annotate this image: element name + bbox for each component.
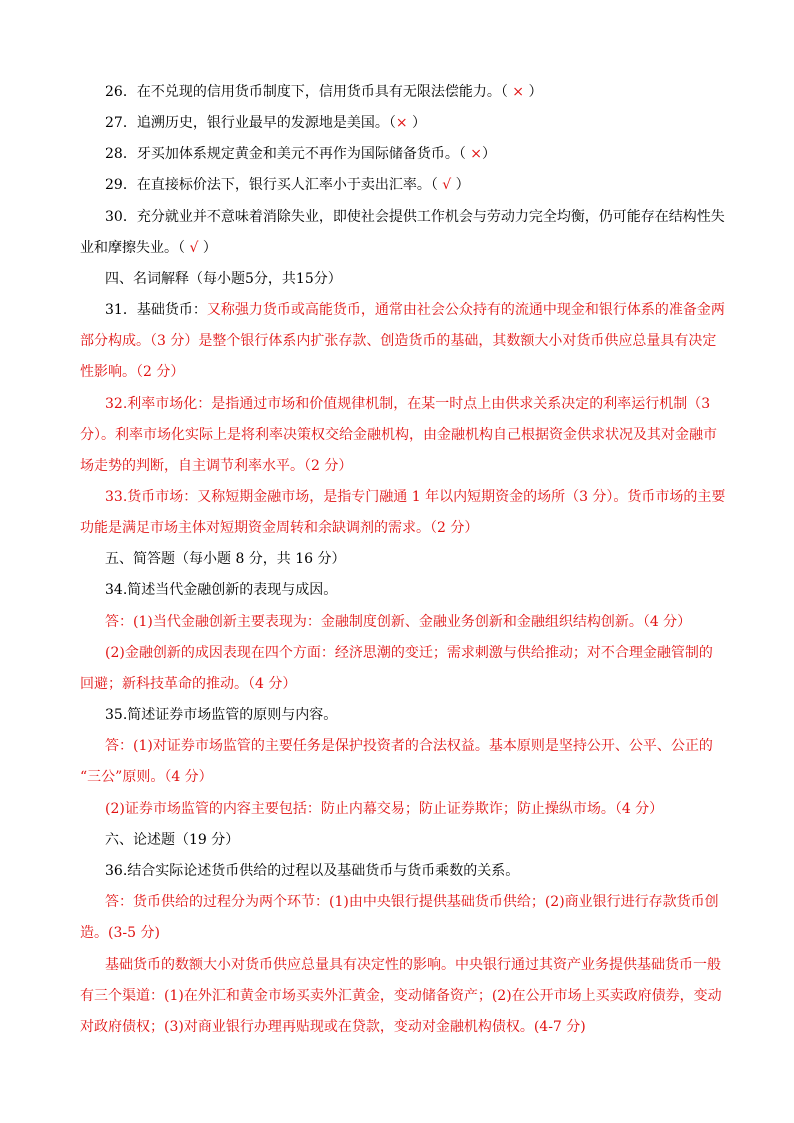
answer-34-part1: 答：(1)当代金融创新主要表现为：金融制度创新、金融业务创新和金融组织结构创新。（4 分） bbox=[105, 614, 692, 630]
check-mark: √ bbox=[189, 240, 199, 256]
term-32-line1: 32.利率市场化：是指通过市场和价值规律机制，在某一时点上由供求关系决定的利率运行机制（3 bbox=[105, 396, 711, 412]
section-heading-5: 五、简答题（每小题 8 分，共 16 分） bbox=[105, 551, 346, 567]
answer-34-part2-line1: (2)金融创新的成因表现在四个方面：经济思潮的变迁；需求刺激与供给推动；对不合理金融管制的 bbox=[105, 645, 713, 661]
term-31-line2: 部分构成。（3 分）是整个银行体系内扩张存款、创造货币的基础，其数额大小对货币供应总量具有决定 bbox=[80, 333, 717, 349]
answer-36-part2-line1: 基础货币的数额大小对货币供应总量具有决定性的影响。中央银行通过其资产业务提供基础货币一般 bbox=[105, 957, 721, 973]
cross-mark: × bbox=[512, 84, 524, 100]
question-27: 27．追溯历史，银行业最早的发源地是美国。（× ） bbox=[105, 115, 427, 131]
answer-34-part2-line2: 回避；新科技革命的推动。（4 分） bbox=[80, 676, 297, 692]
answer-36-part2-line3: 对政府债权；(3)对商业银行办理再贴现或在贷款，变动对金融机构债权。(4-7 分) bbox=[80, 1019, 586, 1035]
section-heading-6: 六、论述题（19 分） bbox=[105, 832, 240, 848]
answer-36-part2-line2: 有三个渠道：(1)在外汇和黄金市场买卖外汇黄金，变动储备资产；(2)在公开市场上买卖政府债券，变动 bbox=[80, 988, 722, 1004]
cross-mark: × bbox=[470, 146, 482, 162]
question-28: 28．牙买加体系规定黄金和美元不再作为国际储备货币。（ ×） bbox=[105, 146, 496, 162]
answer-36-part1-line1: 答：货币供给的过程分为两个环节：(1)由中央银行提供基础货币供给；(2)商业银行进行存款货币创 bbox=[105, 894, 719, 910]
term-33-line1: 33.货币市场：又称短期金融市场，是指专门融通 1 年以内短期资金的场所（3 分）。货币市场的主要 bbox=[105, 489, 726, 505]
question-30-line2: 业和摩擦失业。（ √ ） bbox=[80, 240, 217, 256]
term-label: 31．基础货币： bbox=[105, 302, 207, 318]
question-34: 34.简述当代金融创新的表现与成因。 bbox=[105, 582, 338, 598]
term-31-line3: 性影响。（2 分） bbox=[80, 364, 185, 380]
check-mark: √ bbox=[442, 177, 452, 193]
answer-35-part2: (2)证券市场监管的内容主要包括：防止内幕交易；防止证券欺诈；防止操纵市场。（4 分） bbox=[105, 801, 664, 817]
term-32-line2: 分）。利率市场化实际上是将利率决策权交给金融机构，由金融机构自己根据资金供求状况及其对金融市 bbox=[80, 427, 717, 443]
question-35: 35.简述证券市场监管的原则与内容。 bbox=[105, 707, 338, 723]
question-36: 36.结合实际论述货币供给的过程以及基础货币与货币乘数的关系。 bbox=[105, 863, 520, 879]
question-29: 29．在直接标价法下，银行买人汇率小于卖出汇率。（ √ ） bbox=[105, 177, 470, 193]
question-26: 26．在不兑现的信用货币制度下，信用货币具有无限法偿能力。（ × ） bbox=[105, 84, 543, 100]
question-30-line1: 30．充分就业并不意味着消除失业，即使社会提供工作机会与劳动力完全均衡，仍可能存在结构性失 bbox=[105, 209, 725, 225]
answer-35-part1-line1: 答：(1)对证券市场监管的主要任务是保护投资者的合法权益。基本原则是坚持公开、公平、公正的 bbox=[105, 738, 713, 754]
term-33-line2: 功能是满足市场主体对短期资金周转和余缺调剂的需求。（2 分） bbox=[80, 520, 479, 536]
term-32-line3: 场走势的判断，自主调节利率水平。（2 分） bbox=[80, 458, 353, 474]
section-heading-4: 四、名词解释（每小题5分，共15分） bbox=[105, 271, 342, 287]
term-31-line1: 31．基础货币：又称强力货币或高能货币，通常由社会公众持有的流通中现金和银行体系的准备金两 bbox=[105, 302, 725, 318]
answer-36-part1-line2: 造。(3-5 分) bbox=[80, 925, 160, 941]
answer-35-part1-line2: “三公”原则。（4 分） bbox=[80, 769, 213, 785]
cross-mark: × bbox=[395, 115, 408, 131]
